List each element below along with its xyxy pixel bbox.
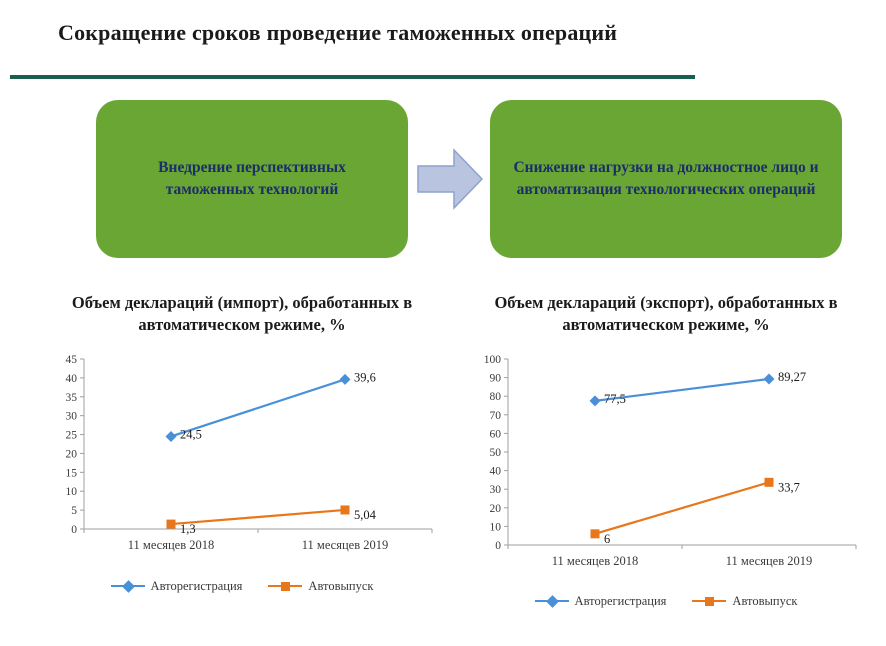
legend-marker-square-icon: [692, 595, 726, 607]
svg-text:25: 25: [65, 429, 77, 442]
legend-item: [535, 594, 667, 609]
svg-text:10: 10: [489, 520, 501, 533]
svg-text:11 месяцев 2019: 11 месяцев 2019: [725, 553, 813, 568]
svg-text:70: 70: [489, 409, 501, 422]
chart-export: [452, 292, 880, 622]
svg-text:5: 5: [71, 504, 77, 517]
svg-text:6: 6: [604, 531, 611, 546]
legend-item: [111, 579, 243, 594]
svg-text:50: 50: [489, 446, 501, 459]
legend-label: Авторегистрация: [150, 578, 243, 593]
svg-text:11 месяцев 2018: 11 месяцев 2018: [127, 537, 215, 552]
chart-import-legend: [32, 579, 452, 594]
svg-text:77,5: 77,5: [604, 391, 626, 406]
svg-text:100: 100: [483, 353, 501, 366]
svg-text:11 месяцев 2019: 11 месяцев 2019: [301, 537, 389, 552]
chart-export-title: Объем деклараций (экспорт), обработанных в автоматическом режиме, %: [494, 293, 838, 335]
svg-text:24,5: 24,5: [180, 426, 202, 441]
chart-export-legend: [452, 594, 880, 609]
svg-text:60: 60: [489, 427, 501, 440]
svg-text:39,6: 39,6: [354, 369, 376, 384]
svg-text:1,3: 1,3: [180, 521, 196, 536]
flow-box-left: Внедрение перспективных таможенных технологий: [96, 100, 408, 258]
chart-export-plot: [452, 349, 880, 594]
legend-marker-diamond-icon: [111, 580, 145, 592]
legend-item: [268, 579, 373, 594]
right-arrow-icon: [416, 146, 484, 212]
flow-box-right: Снижение нагрузки на должностное лицо и автоматизация технологических операций: [490, 100, 842, 258]
legend-label: Авторегистрация: [574, 593, 667, 608]
svg-text:11 месяцев 2018: 11 месяцев 2018: [551, 553, 639, 568]
svg-text:20: 20: [489, 502, 501, 515]
legend-item: [692, 594, 797, 609]
svg-text:0: 0: [495, 539, 501, 552]
svg-text:35: 35: [65, 391, 77, 404]
svg-text:15: 15: [65, 466, 77, 479]
chart-import-plot: [32, 349, 452, 579]
svg-text:89,27: 89,27: [778, 369, 807, 384]
svg-text:10: 10: [65, 485, 77, 498]
chart-import-title: Объем деклараций (импорт), обработанных в автоматическом режиме, %: [71, 293, 413, 335]
svg-text:0: 0: [71, 523, 77, 536]
legend-marker-diamond-icon: [535, 595, 569, 607]
svg-text:40: 40: [65, 372, 77, 385]
legend-marker-square-icon: [268, 580, 302, 592]
svg-text:40: 40: [489, 465, 501, 478]
page-title: Сокращение сроков проведение таможенных операций: [58, 20, 618, 45]
svg-text:30: 30: [489, 483, 501, 496]
svg-text:5,04: 5,04: [354, 507, 376, 522]
svg-text:45: 45: [65, 353, 77, 366]
svg-text:80: 80: [489, 390, 501, 403]
title-divider: [10, 75, 695, 79]
legend-label: Автовыпуск: [732, 593, 798, 608]
svg-text:20: 20: [65, 447, 77, 460]
svg-text:33,7: 33,7: [778, 479, 800, 494]
legend-label: Автовыпуск: [308, 578, 374, 593]
svg-text:30: 30: [65, 410, 77, 423]
svg-text:90: 90: [489, 372, 501, 385]
chart-import: [32, 292, 452, 622]
